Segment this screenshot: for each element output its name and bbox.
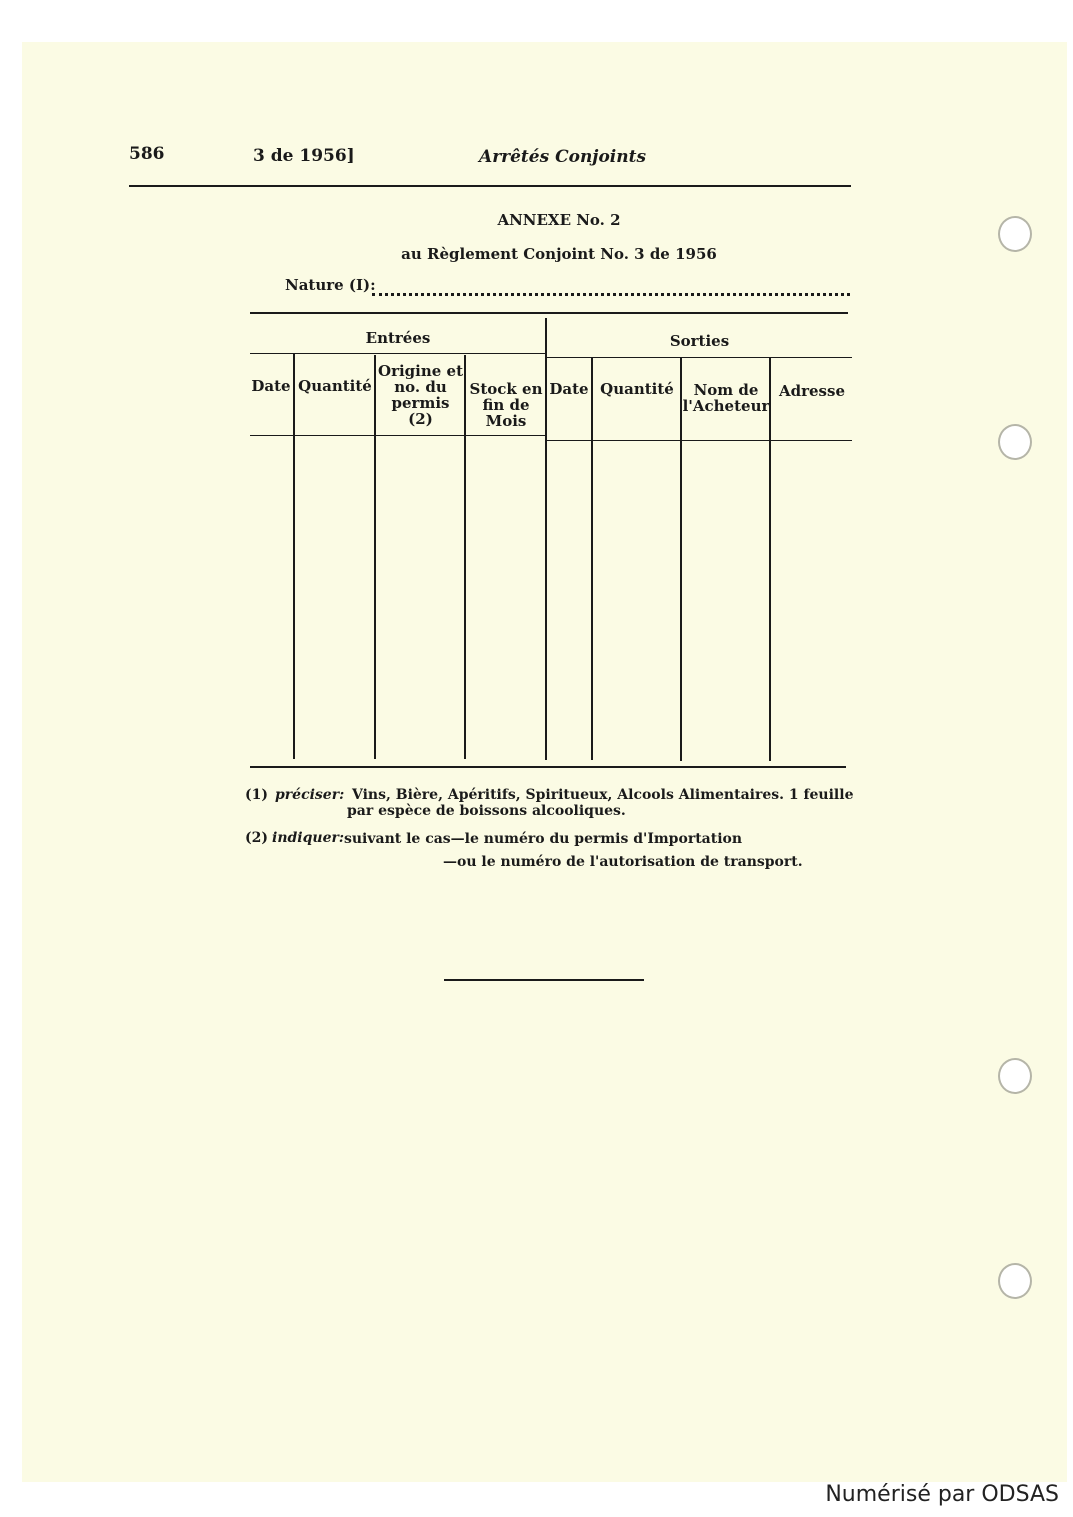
section-reference: 3 de 1956] [253,146,355,166]
header-rule [129,185,851,187]
binder-hole-5 [998,1263,1032,1299]
annex-title: ANNEXE No. 2 [497,211,621,229]
note-text-line: par espèce de boissons alcooliques. [347,803,626,819]
annex-subtitle: au Règlement Conjoint No. 3 de 1956 [401,245,717,263]
binder-hole-1 [998,216,1032,252]
digitization-credit: Numérisé par ODSAS [825,1482,1059,1507]
nature-label: Nature (I): [285,276,376,294]
column-divider [680,357,682,761]
column-header-adresse: Adresse [778,382,845,400]
note-keyword: préciser: [275,787,345,803]
column-divider [591,357,593,760]
column-divider [769,358,771,761]
note-marker: (2) [245,830,268,846]
binder-hole-3 [998,1058,1032,1094]
column-header-date: Date [251,377,291,395]
end-rule [444,979,644,981]
group-header-entrees: Entrées [365,329,431,347]
table-bottom-rule [250,766,846,768]
note-text-line: suivant le cas—le numéro du permis d'Importation [344,831,743,847]
note-text-line: —ou le numéro de l'autorisation de transport. [443,854,803,870]
column-header-quantite: Quantité [600,380,674,398]
table-top-rule [250,312,848,314]
page-number: 586 [129,144,165,164]
binder-hole-2 [998,424,1032,460]
column-header-nom-acheteur: Nom de l'Acheteur [682,381,770,415]
group-header-sorties: Sorties [669,332,730,350]
column-header-quantite: Quantité [298,377,372,395]
column-header-stock: Stock en fin de Mois [469,380,543,430]
running-title: Arrêtés Conjoints [479,147,647,167]
column-divider [293,353,295,759]
note-keyword: indiquer: [272,830,345,846]
column-header-origine: Origine et no. du permis (2) [378,362,463,428]
note-marker: (1) [245,787,268,803]
note-text-line: Vins, Bière, Apéritifs, Spiritueux, Alcools Alimentaires. 1 feuille [352,787,854,803]
column-header-date: Date [549,380,589,398]
nature-dotted-line [372,293,850,296]
